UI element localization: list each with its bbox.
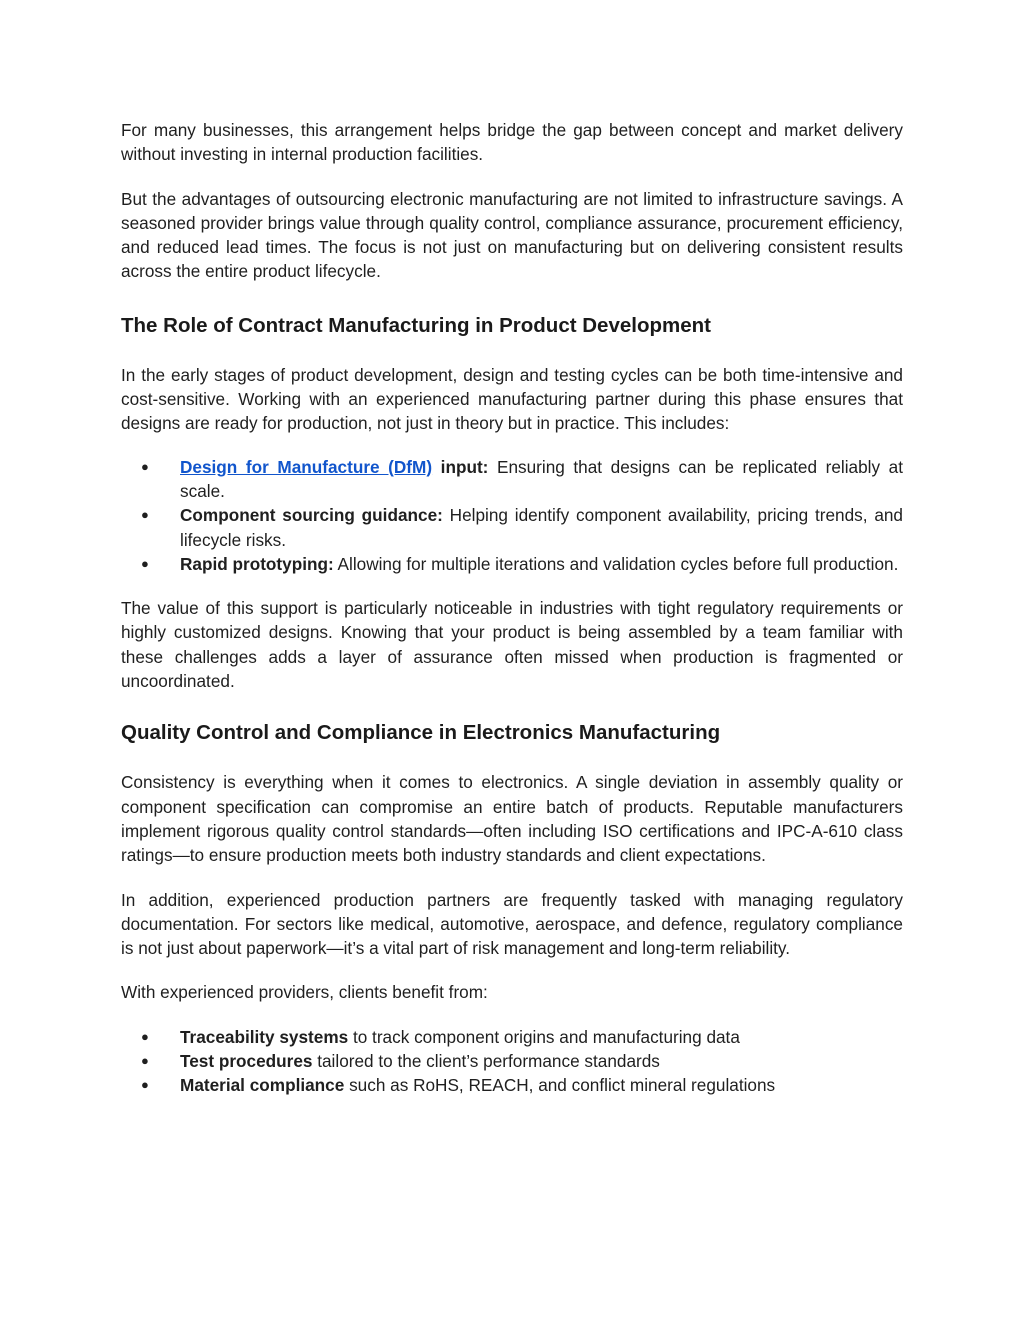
list-item <box>121 1049 903 1073</box>
bullet-text: tailored to the client’s performance standards <box>312 1051 660 1072</box>
bullet-text: to track component origins and manufacturing data <box>348 1026 740 1047</box>
bullet-text: Ensuring that designs can be replicated reliably at scale. <box>180 456 903 501</box>
bullet-text: Allowing for multiple iterations and validation cycles before full production. <box>333 553 899 574</box>
section2-paragraph-3: With experienced providers, clients benefit from: <box>121 982 488 1003</box>
list-item <box>121 455 903 504</box>
section1-closing-paragraph: The value of this support is particularly noticeable in industries with tight regulatory requirements or highly customized designs. Knowing that your product is being assembled by a team familiar with these challenges adds a layer of assurance often missed when production is fragmented or uncoordinated. <box>121 598 903 692</box>
list-item <box>121 1073 903 1097</box>
paragraph-intro-1: For many businesses, this arrangement helps bridge the gap between concept and market delivery without investing in internal production facilities. <box>121 120 903 165</box>
list-item <box>121 1025 903 1049</box>
bullet-icon: ● <box>141 458 149 474</box>
dfm-link[interactable]: Design for Manufacture (DfM) <box>180 456 433 477</box>
document-page <box>121 118 903 1098</box>
bullet-bold-label: Component sourcing guidance: <box>180 505 443 526</box>
bullet-bold-label: Material compliance <box>180 1075 345 1096</box>
bullet-icon: ● <box>141 555 149 571</box>
list-item <box>121 503 903 552</box>
bullet-bold-label: input: <box>432 456 489 477</box>
list-item <box>121 552 903 576</box>
section1-intro-paragraph: In the early stages of product development, design and testing cycles can be both time-intensive and cost-sensitive. Working with an experienced manufacturing partner during this phase ensures that designs are ready for production, not just in theory but in practice. This includes: <box>121 364 903 434</box>
paragraph-intro-2: But the advantages of outsourcing electronic manufacturing are not limited to infrastructure savings. A seasoned provider brings value through quality control, compliance assurance, procurement efficiency, and reduced lead times. The focus is not just on manufacturing but on delivering consistent results across the entire product lifecycle. <box>121 188 903 282</box>
bullet-text: such as RoHS, REACH, and conflict mineral regulations <box>344 1075 776 1096</box>
section2-bullet-list <box>121 1025 903 1098</box>
section-heading-quality-control: Quality Control and Compliance in Electronics Manufacturing <box>121 721 721 745</box>
bullet-text: Helping identify component availability, pricing trends, and lifecycle risks. <box>180 505 903 550</box>
bullet-icon: ● <box>141 1028 149 1044</box>
section2-paragraph-1: Consistency is everything when it comes to electronics. A single deviation in assembly quality or component specification can compromise an entire batch of products. Reputable manufacturers implement rigorous quality control standards—often including ISO certifications and IPC-A-610 class ratings—to ensure production meets both industry standards and client expectations. <box>121 772 903 866</box>
section2-paragraph-2: In addition, experienced production partners are frequently tasked with managing regulatory documentation. For sectors like medical, automotive, aerospace, and defence, regulatory compliance is not just about paperwork—it’s a vital part of risk management and long-term reliability. <box>121 889 903 959</box>
bullet-bold-label: Traceability systems <box>180 1026 349 1047</box>
bullet-icon: ● <box>141 507 149 523</box>
bullet-icon: ● <box>141 1077 149 1093</box>
bullet-bold-label: Rapid prototyping: <box>180 553 334 574</box>
section1-bullet-list <box>121 455 903 576</box>
bullet-icon: ● <box>141 1053 149 1069</box>
section-heading-contract-manufacturing: The Role of Contract Manufacturing in Product Development <box>121 313 711 337</box>
bullet-bold-label: Test procedures <box>180 1051 313 1072</box>
